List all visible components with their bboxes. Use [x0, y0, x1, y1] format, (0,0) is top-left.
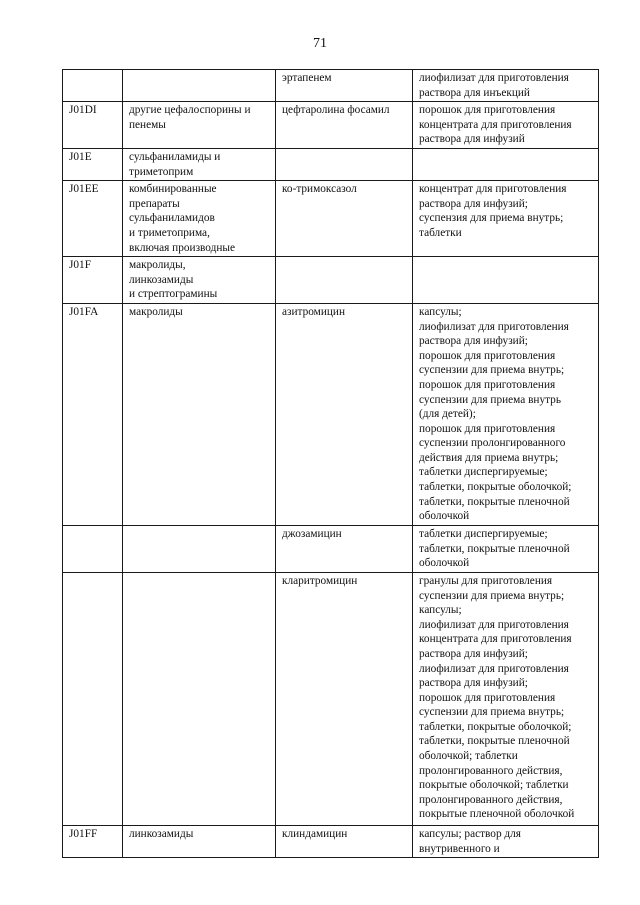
dosage-forms-cell: гранулы для приготовления суспензии для приема внутрь; капсулы; лиофилизат для приготовления концентрата для приготовления раствора для инфузий; лиофилизат для приготовления раствора для инфузий; порошок для приготовления суспензии для приема внутрь; таблетки, покрытые оболочкой; таблетки, покрытые пленочной оболочкой; таблетки пролонгированного действия, покрытые оболочкой; таблетки пролонгированного действия, покрытые пленочной оболочкой: [413, 572, 599, 825]
substance-cell: цефтаролина фосамил: [276, 102, 413, 149]
substance-cell: джозамицин: [276, 525, 413, 572]
dosage-forms-cell: лиофилизат для приготовления раствора для инъекций: [413, 70, 599, 102]
table-row: [63, 70, 599, 102]
atc-code-cell: J01F: [63, 257, 123, 304]
table-row: [63, 572, 599, 825]
substance-cell: клиндамицин: [276, 825, 413, 857]
table-row: [63, 181, 599, 257]
substance-cell: ко-тримоксазол: [276, 181, 413, 257]
group-cell: [123, 572, 276, 825]
atc-code-cell: [63, 70, 123, 102]
group-cell: линкозамиды: [123, 825, 276, 857]
dosage-forms-cell: [413, 148, 599, 180]
table-row: [63, 102, 599, 149]
dosage-forms-cell: таблетки диспергируемые; таблетки, покрытые пленочной оболочкой: [413, 525, 599, 572]
group-cell: другие цефалоспорины и пенемы: [123, 102, 276, 149]
substance-cell: [276, 257, 413, 304]
dosage-forms-cell: капсулы; лиофилизат для приготовления раствора для инфузий; порошок для приготовления суспензии для приема внутрь; порошок для приготовления суспензии для приема внутрь (для детей); порошок для приготовления суспензии пролонгированного действия для приема внутрь; таблетки диспергируемые; таблетки, покрытые оболочкой; таблетки, покрытые пленочной оболочкой: [413, 303, 599, 525]
dosage-forms-cell: порошок для приготовления концентрата для приготовления раствора для инфузий: [413, 102, 599, 149]
atc-code-cell: J01E: [63, 148, 123, 180]
page-number: 71: [313, 36, 327, 51]
atc-code-cell: [63, 572, 123, 825]
table-row: [63, 303, 599, 525]
drug-table: [62, 69, 599, 858]
group-cell: [123, 70, 276, 102]
substance-cell: азитромицин: [276, 303, 413, 525]
group-cell: макролиды, линкозамиды и стрептограмины: [123, 257, 276, 304]
table-row: [63, 257, 599, 304]
group-cell: [123, 525, 276, 572]
dosage-forms-cell: капсулы; раствор для внутривенного и: [413, 825, 599, 857]
atc-code-cell: J01FA: [63, 303, 123, 525]
substance-cell: эртапенем: [276, 70, 413, 102]
atc-code-cell: [63, 525, 123, 572]
group-cell: комбинированные препараты сульфаниламидов и триметоприма, включая производные: [123, 181, 276, 257]
dosage-forms-cell: [413, 257, 599, 304]
substance-cell: кларитромицин: [276, 572, 413, 825]
substance-cell: [276, 148, 413, 180]
dosage-forms-cell: концентрат для приготовления раствора для инфузий; суспензия для приема внутрь; таблетки: [413, 181, 599, 257]
atc-code-cell: J01EE: [63, 181, 123, 257]
group-cell: сульфаниламиды и триметоприм: [123, 148, 276, 180]
table-row: [63, 525, 599, 572]
table-row: [63, 148, 599, 180]
group-cell: макролиды: [123, 303, 276, 525]
atc-code-cell: J01FF: [63, 825, 123, 857]
atc-code-cell: J01DI: [63, 102, 123, 149]
table-row: [63, 825, 599, 857]
